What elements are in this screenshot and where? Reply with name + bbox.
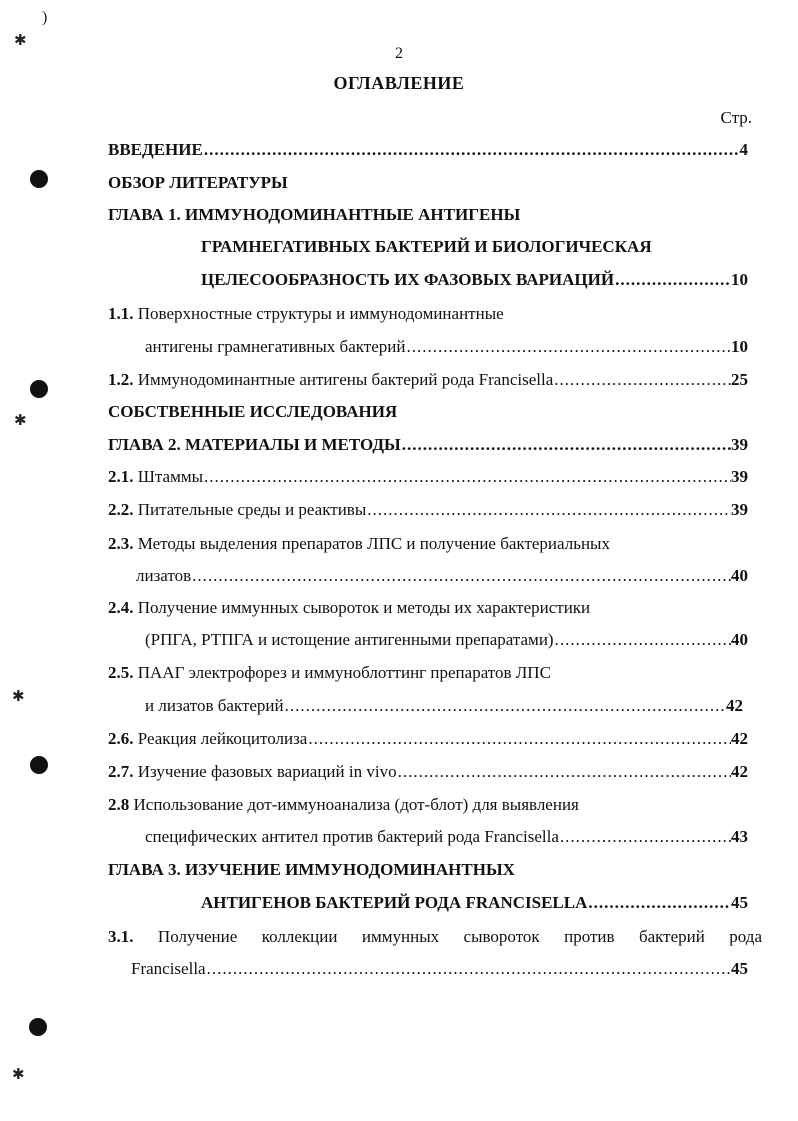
section-number: 1.1. — [108, 304, 134, 323]
dot-leader — [587, 893, 731, 913]
binder-hole-mark — [30, 170, 48, 188]
margin-mark: ) — [42, 9, 48, 26]
toc-entry-page: 43 — [731, 827, 748, 846]
dot-leader — [559, 827, 731, 847]
toc-entry-2-4-line2[interactable] — [145, 630, 748, 650]
toc-entry-page: 45 — [731, 893, 748, 912]
toc-entry-2-3-line2[interactable] — [136, 566, 748, 586]
toc-word: Получение — [157, 927, 238, 946]
section-number: 3.1. — [108, 927, 134, 946]
dot-leader — [554, 630, 731, 650]
toc-entry-3-1-line1[interactable] — [108, 927, 762, 947]
binder-hole-mark — [30, 756, 48, 774]
toc-entry-label: Francisella — [131, 959, 206, 978]
section-number: 1.2. — [108, 370, 134, 389]
dot-leader — [553, 370, 731, 390]
scan-speck: ✱ — [14, 413, 27, 429]
toc-entry-label: Питательные среды и реактивы — [133, 500, 367, 519]
toc-entry-2-6[interactable] — [108, 729, 748, 749]
section-number: 2.1. — [108, 467, 134, 486]
binder-hole-mark — [30, 380, 48, 398]
toc-entry-intro[interactable] — [108, 140, 748, 160]
toc-entry-page: 40 — [731, 566, 748, 585]
toc-entry-page: 42 — [731, 762, 748, 781]
section-number: 2.4. — [108, 598, 134, 617]
toc-entry-label: Поверхностные структуры и иммунодоминантные — [133, 304, 504, 323]
toc-entry-1-1-line2[interactable] — [145, 337, 748, 357]
toc-entry-2-8-line1[interactable] — [108, 795, 579, 815]
toc-entry-label: Реакция лейкоцитолиза — [133, 729, 308, 748]
dot-leader — [401, 435, 731, 455]
toc-entry-label: специфических антител против бактерий рода Francisella — [145, 827, 559, 846]
dot-leader — [397, 762, 731, 782]
dot-leader — [203, 467, 731, 487]
scan-speck: ✱ — [12, 1067, 25, 1083]
toc-entry-label: (РПГА, РТПГА и истощение антигенными препаратами) — [145, 630, 554, 649]
toc-entry-2-7[interactable] — [108, 762, 748, 782]
toc-entry-2-4-line1[interactable] — [108, 598, 590, 618]
toc-chapter-1-line1[interactable]: ГЛАВА 1. ИММУНОДОМИНАНТНЫЕ АНТИГЕНЫ — [108, 205, 521, 224]
section-number: 2.3. — [108, 534, 134, 553]
dot-leader — [614, 270, 731, 290]
toc-entry-page: 10 — [731, 270, 748, 289]
toc-entry-2-5-line2[interactable] — [145, 696, 743, 716]
toc-entry-label: Получение иммунных сывороток и методы их характеристики — [133, 598, 591, 617]
toc-entry-label: Штаммы — [133, 467, 204, 486]
toc-entry-page: 42 — [731, 729, 748, 748]
toc-entry-label: ВВЕДЕНИЕ — [108, 140, 203, 159]
dot-leader — [307, 729, 731, 749]
toc-word: рода — [729, 927, 762, 946]
toc-entry-2-3-line1[interactable] — [108, 534, 610, 554]
toc-word: сывороток — [463, 927, 540, 946]
toc-entry-page: 42 — [726, 696, 743, 715]
scan-speck: ✱ — [14, 33, 27, 49]
toc-heading-lit-review[interactable]: ОБЗОР ЛИТЕРАТУРЫ — [108, 173, 288, 192]
dot-leader — [405, 337, 731, 357]
dot-leader — [366, 500, 731, 520]
toc-chapter-1-line2: ГРАМНЕГАТИВНЫХ БАКТЕРИЙ И БИОЛОГИЧЕСКАЯ — [201, 237, 652, 256]
toc-entry-2-2[interactable] — [108, 500, 748, 520]
toc-entry-page: 39 — [731, 467, 748, 486]
toc-chapter-1-line3[interactable] — [201, 270, 748, 290]
section-number: 2.6. — [108, 729, 134, 748]
toc-entry-label: ПААГ электрофорез и иммуноблоттинг препаратов ЛПС — [133, 663, 551, 682]
toc-entry-label: и лизатов бактерий — [145, 696, 284, 715]
dot-leader — [206, 959, 731, 979]
toc-entry-page: 39 — [731, 435, 748, 454]
toc-entry-label: ГЛАВА 2. МАТЕРИАЛЫ И МЕТОДЫ — [108, 435, 401, 454]
toc-entry-page: 40 — [731, 630, 748, 649]
scan-speck: ✱ — [12, 689, 25, 705]
toc-entry-2-8-line2[interactable] — [145, 827, 748, 847]
toc-entry-3-1-line2[interactable] — [131, 959, 748, 979]
toc-entry-page: 10 — [731, 337, 748, 356]
toc-word: бактерий — [638, 927, 705, 946]
toc-entry-page: 39 — [731, 500, 748, 519]
dot-leader — [284, 696, 726, 716]
toc-word: иммунных — [361, 927, 440, 946]
toc-heading-own-research[interactable]: СОБСТВЕННЫЕ ИССЛЕДОВАНИЯ — [108, 402, 398, 421]
toc-chapter-2[interactable] — [108, 435, 748, 455]
toc-word: против — [564, 927, 615, 946]
toc-entry-2-1[interactable] — [108, 467, 748, 487]
toc-entry-label: антигены грамнегативных бактерий — [145, 337, 406, 356]
toc-entry-label: Изучение фазовых вариаций in vivo — [133, 762, 397, 781]
section-number: 2.8 — [108, 795, 130, 814]
toc-entry-label: лизатов — [136, 566, 192, 585]
page-number: 2 — [395, 45, 403, 62]
binder-hole-mark — [29, 1018, 47, 1036]
dot-leader — [191, 566, 731, 586]
toc-entry-1-2[interactable] — [108, 370, 748, 390]
section-number: 2.7. — [108, 762, 134, 781]
toc-entry-2-5-line1[interactable] — [108, 663, 551, 683]
toc-entry-label: Методы выделения препаратов ЛПС и получение бактериальных — [133, 534, 610, 553]
page-column-label: Стр. — [720, 108, 752, 127]
toc-entry-page: 25 — [731, 370, 748, 389]
toc-entry-label: Иммунодоминантные антигены бактерий рода Francisella — [133, 370, 554, 389]
toc-entry-page: 45 — [731, 959, 748, 978]
toc-chapter-3-line2[interactable] — [201, 893, 748, 913]
page-title: ОГЛАВЛЕНИЕ — [333, 73, 465, 93]
toc-chapter-3-line1[interactable]: ГЛАВА 3. ИЗУЧЕНИЕ ИММУНОДОМИНАНТНЫХ — [108, 860, 515, 879]
dot-leader — [203, 140, 740, 160]
toc-entry-label: АНТИГЕНОВ БАКТЕРИЙ РОДА FRANCISELLA — [201, 893, 588, 912]
toc-entry-page: 4 — [739, 140, 748, 159]
toc-entry-1-1-line1[interactable] — [108, 304, 504, 324]
toc-word: коллекции — [261, 927, 338, 946]
toc-entry-label: ЦЕЛЕСООБРАЗНОСТЬ ИХ ФАЗОВЫХ ВАРИАЦИЙ — [201, 270, 615, 289]
section-number: 2.5. — [108, 663, 134, 682]
section-number: 2.2. — [108, 500, 134, 519]
toc-entry-label: Использование дот-иммуноанализа (дот-блот) для выявления — [129, 795, 579, 814]
